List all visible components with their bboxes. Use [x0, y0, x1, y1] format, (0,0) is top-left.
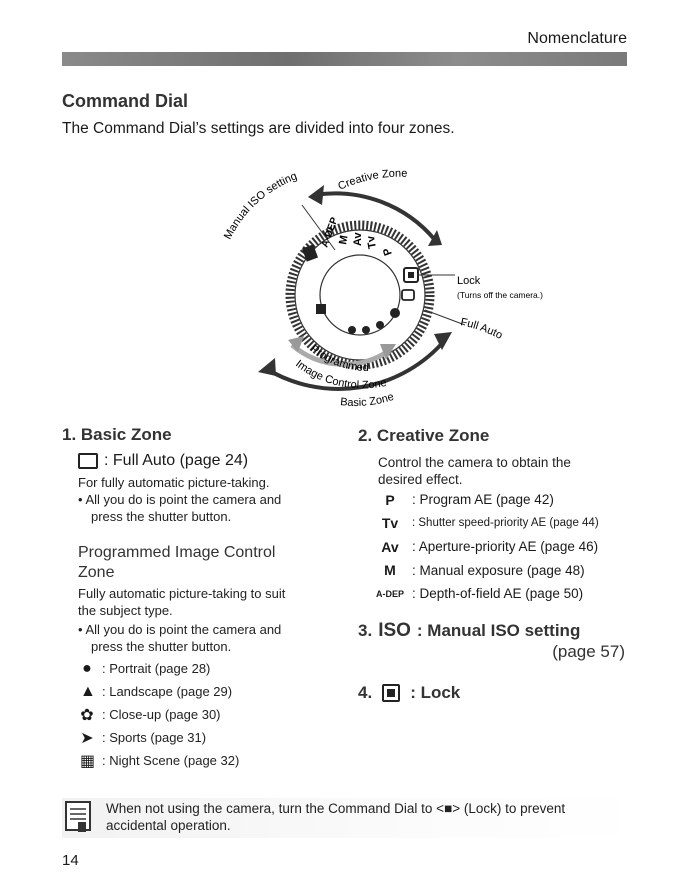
sports-mode-mark	[348, 326, 356, 334]
av-symbol: Av	[381, 538, 399, 555]
page-number: 14	[62, 852, 79, 869]
full-auto-bullet-2: press the shutter button.	[91, 509, 232, 524]
tv-mode-label: Tv	[364, 234, 379, 250]
iso-row	[358, 620, 580, 642]
iso-page: (page 57)	[552, 642, 625, 661]
manual-iso-label: Manual ISO setting	[221, 170, 299, 242]
list-item: ✿ : Close-up (page 30)	[80, 706, 221, 724]
intro-text: The Command Dial’s settings are divided into four zones.	[62, 120, 455, 137]
full-auto-icon	[78, 453, 98, 469]
basic-zone-label: Basic Zone	[339, 390, 396, 409]
lock-text: : Lock	[410, 683, 461, 702]
list-item: M : Manual exposure (page 48)	[368, 559, 668, 583]
note-text: When not using the camera, turn the Command Dial to <■> (Lock) to prevent accidental operation.	[106, 801, 566, 833]
programmed-label-2: Image Control Zone	[293, 357, 388, 392]
iso-text: : Manual ISO setting	[416, 621, 581, 640]
tv-symbol: Tv	[381, 515, 399, 532]
creative-desc-1: Control the camera to obtain the	[378, 455, 571, 470]
svg-text:Basic Zone	[340, 391, 396, 409]
lock-label: Lock	[457, 275, 481, 287]
list-item: ➤ : Sports (page 31)	[80, 729, 207, 747]
pic-bullet-1: • All you do is point the camera and	[78, 622, 282, 637]
pic-desc-1: Fully automatic picture-taking to suit	[78, 586, 286, 601]
dial-center	[320, 255, 400, 335]
pic-mode-list	[80, 657, 340, 772]
close-up-icon: ✿	[80, 706, 94, 724]
list-item: ▲ : Landscape (page 29)	[80, 682, 233, 700]
creative-desc-2: desired effect.	[378, 472, 463, 487]
command-dial-diagram	[220, 150, 620, 420]
creative-zone-label: Creative Zone	[336, 167, 408, 193]
creative-mode-list	[368, 488, 668, 606]
sports-icon: ➤	[80, 729, 94, 747]
p-mode-label: P	[381, 246, 395, 258]
lock-number: 4.	[358, 683, 373, 702]
night-mode-mark	[316, 304, 326, 314]
list-item: P : Program AE (page 42)	[368, 488, 668, 512]
full-auto-label: Full Auto	[459, 316, 505, 342]
lock-note: (Turns off the camera.)	[457, 290, 543, 300]
av-mode-label: Av	[352, 232, 364, 246]
svg-text:Manual ISO setting	[222, 170, 299, 241]
list-item: ● : Portrait (page 28)	[80, 657, 340, 680]
pic-desc-2: the subject type.	[78, 603, 173, 618]
header-bar	[62, 52, 627, 66]
list-item: A-DEP : Depth-of-field AE (page 50)	[368, 582, 668, 606]
iso-symbol: ISO	[378, 620, 411, 641]
creative-zone-heading: 2. Creative Zone	[358, 426, 490, 445]
lock-row	[358, 683, 460, 703]
iso-number: 3.	[358, 621, 373, 640]
programmed-label-1: Programmed	[308, 342, 369, 375]
adep-symbol: A-DEP	[375, 588, 404, 599]
pic-bullet-2: press the shutter button.	[91, 639, 232, 654]
running-header: Nomenclature	[527, 30, 627, 47]
list-item: Tv : Shutter speed-priority AE (page 44)	[368, 512, 668, 536]
full-auto-row	[78, 452, 248, 470]
list-item: ▦ : Night Scene (page 32)	[80, 752, 240, 770]
note-icon	[64, 800, 94, 834]
list-item: Av : Aperture-priority AE (page 46)	[368, 535, 668, 559]
section-title: Command Dial	[62, 91, 189, 111]
portrait-icon: ●	[82, 659, 92, 677]
pic-heading-1: Programmed Image Control	[78, 544, 276, 561]
night-scene-icon: ▦	[80, 752, 96, 770]
landscape-icon: ▲	[80, 682, 96, 700]
m-symbol: M	[384, 562, 396, 579]
closeup-mode-mark	[362, 326, 370, 334]
svg-text:Full Auto	[459, 316, 504, 342]
full-auto-text: : Full Auto (page 24)	[104, 452, 249, 469]
m-mode-label: M	[337, 234, 351, 246]
landscape-mode-mark	[376, 321, 384, 329]
basic-zone-heading: 1. Basic Zone	[62, 425, 172, 444]
lock-icon	[382, 684, 400, 702]
full-auto-bullet-1: • All you do is point the camera and	[78, 492, 282, 507]
full-auto-desc: For fully automatic picture-taking.	[78, 475, 270, 490]
p-symbol: P	[385, 491, 395, 508]
portrait-mode-mark	[390, 308, 400, 318]
adep-mode-label: A-DEP	[319, 216, 341, 250]
svg-text:Creative Zone	[336, 168, 407, 193]
pic-heading-2: Zone	[78, 564, 115, 581]
